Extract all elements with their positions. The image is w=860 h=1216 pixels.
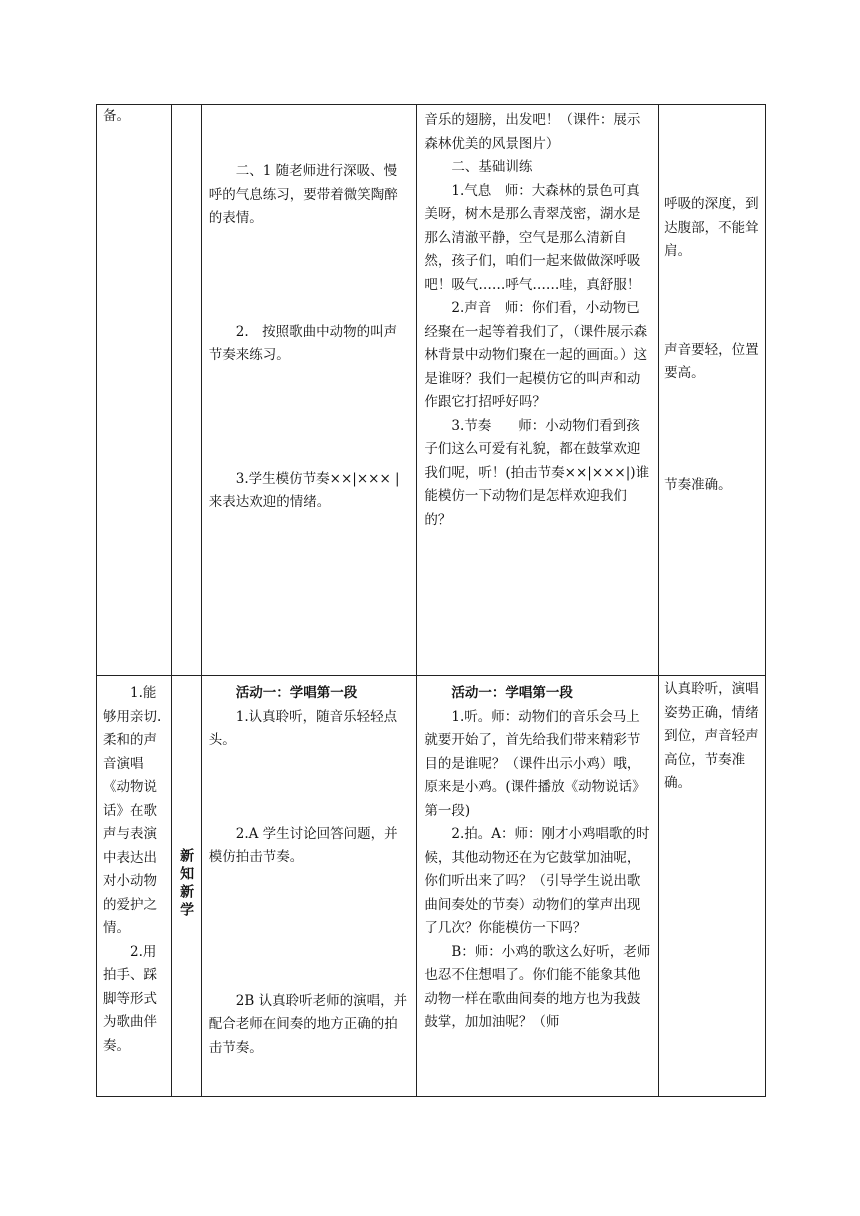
student-step-2: 2. 按照歌曲中动物的叫声节奏来练习。 xyxy=(208,323,398,363)
student-activity-heading: 活动一：学唱第一段 xyxy=(235,685,358,701)
notes-cell xyxy=(659,676,766,1097)
teacher-intro: 音乐的翅膀，出发吧！（课件：展示森林优美的风景图片） xyxy=(424,112,641,152)
teacher-step-3: B：师：小鸡的歌这么好听，老师也忍不住想唱了。你们能不能象其他动物一样在歌曲间奏的地方也为我鼓鼓掌，加加油呢？（师 xyxy=(424,943,651,1030)
objective-2: 2.用拍手、踩脚等形式为歌曲伴奏。 xyxy=(103,943,157,1054)
student-activity-cell xyxy=(201,676,417,1097)
notes-cell xyxy=(659,105,766,676)
note-3: 节奏准确。 xyxy=(664,476,732,493)
student-step-2: 2.A 学生讨论回答问题，并模仿拍击节奏。 xyxy=(208,825,398,865)
stage-cell xyxy=(171,676,201,1097)
note-1: 认真聆听，演唱姿势正确，情绪到位，声音轻声高位，节奏准确。 xyxy=(664,681,759,791)
stage-label: 新知新学 xyxy=(178,848,195,920)
teacher-step-1: 1.听。师：动物们的音乐会马上就要开始了，首先给我们带来精彩节目的是谁呢？（课件出示小鸡）哦，原来是小鸡。(课件播放《动物说话》第一段) xyxy=(424,708,646,819)
objective-text: 备。 xyxy=(103,108,130,124)
teacher-step-3: 3.节奏 师：小动物们看到孩子们这么可爱有礼貌，都在鼓掌欢迎我们呢，听！(拍击节奏××|×××|)谁能模仿一下动物们是怎样欢迎我们的？ xyxy=(424,417,650,528)
teacher-activity-cell xyxy=(417,676,659,1097)
student-step-1: 二、1 随老师进行深吸、慢呼的气息练习，要带着微笑陶醉的表情。 xyxy=(208,163,398,226)
note-2: 声音要轻，位置要高。 xyxy=(664,341,759,381)
student-step-3: 2B 认真聆听老师的演唱，并配合老师在间奏的地方正确的拍击节奏。 xyxy=(208,992,408,1056)
teacher-step-1: 1.气息 师：大森林的景色可真美呀，树木是那么青翠茂密，湖水是那么清澈平静，空气是那么清新自然，孩子们，咱们一起来做做深呼吸吧！吸气……呼气……哇，真舒服！ xyxy=(424,182,641,293)
objective-cell xyxy=(97,676,172,1097)
table-row xyxy=(97,676,766,1097)
student-step-1: 1.认真聆听，随音乐轻轻点头。 xyxy=(208,708,398,748)
student-step-3: 3.学生模仿节奏××|××× |来表达欢迎的情绪。 xyxy=(208,470,400,510)
table-row xyxy=(97,105,766,676)
lesson-plan-table xyxy=(96,104,766,1097)
note-1: 呼吸的深度，到达腹部，不能耸肩。 xyxy=(664,196,759,259)
stage-cell xyxy=(171,105,201,676)
teacher-step-2: 2.拍。A：师：刚才小鸡唱歌的时候，其他动物还在为它鼓掌加油呢，你们听出来了吗？（引导学生说出歌曲间奏处的节奏）动物们的掌声出现了几次？你能模仿一下吗？ xyxy=(424,826,650,936)
teacher-step-2: 2.声音 师：你们看，小动物已经聚在一起等着我们了，（课件展示森林背景中动物们聚在一起的画面。）这是谁呀？我们一起模仿它的叫声和动作跟它打招呼好吗？ xyxy=(424,300,648,410)
student-activity-cell xyxy=(201,105,417,676)
teacher-activity-cell xyxy=(417,105,659,676)
objective-1: 1.能够用亲切.柔和的声音演唱《动物说话》在歌声与表演中表达出对小动物的爱护之情。 xyxy=(103,685,162,936)
teacher-activity-heading: 活动一：学唱第一段 xyxy=(451,685,573,701)
objective-cell xyxy=(97,105,172,676)
teacher-section-heading: 二、基础训练 xyxy=(451,159,533,175)
